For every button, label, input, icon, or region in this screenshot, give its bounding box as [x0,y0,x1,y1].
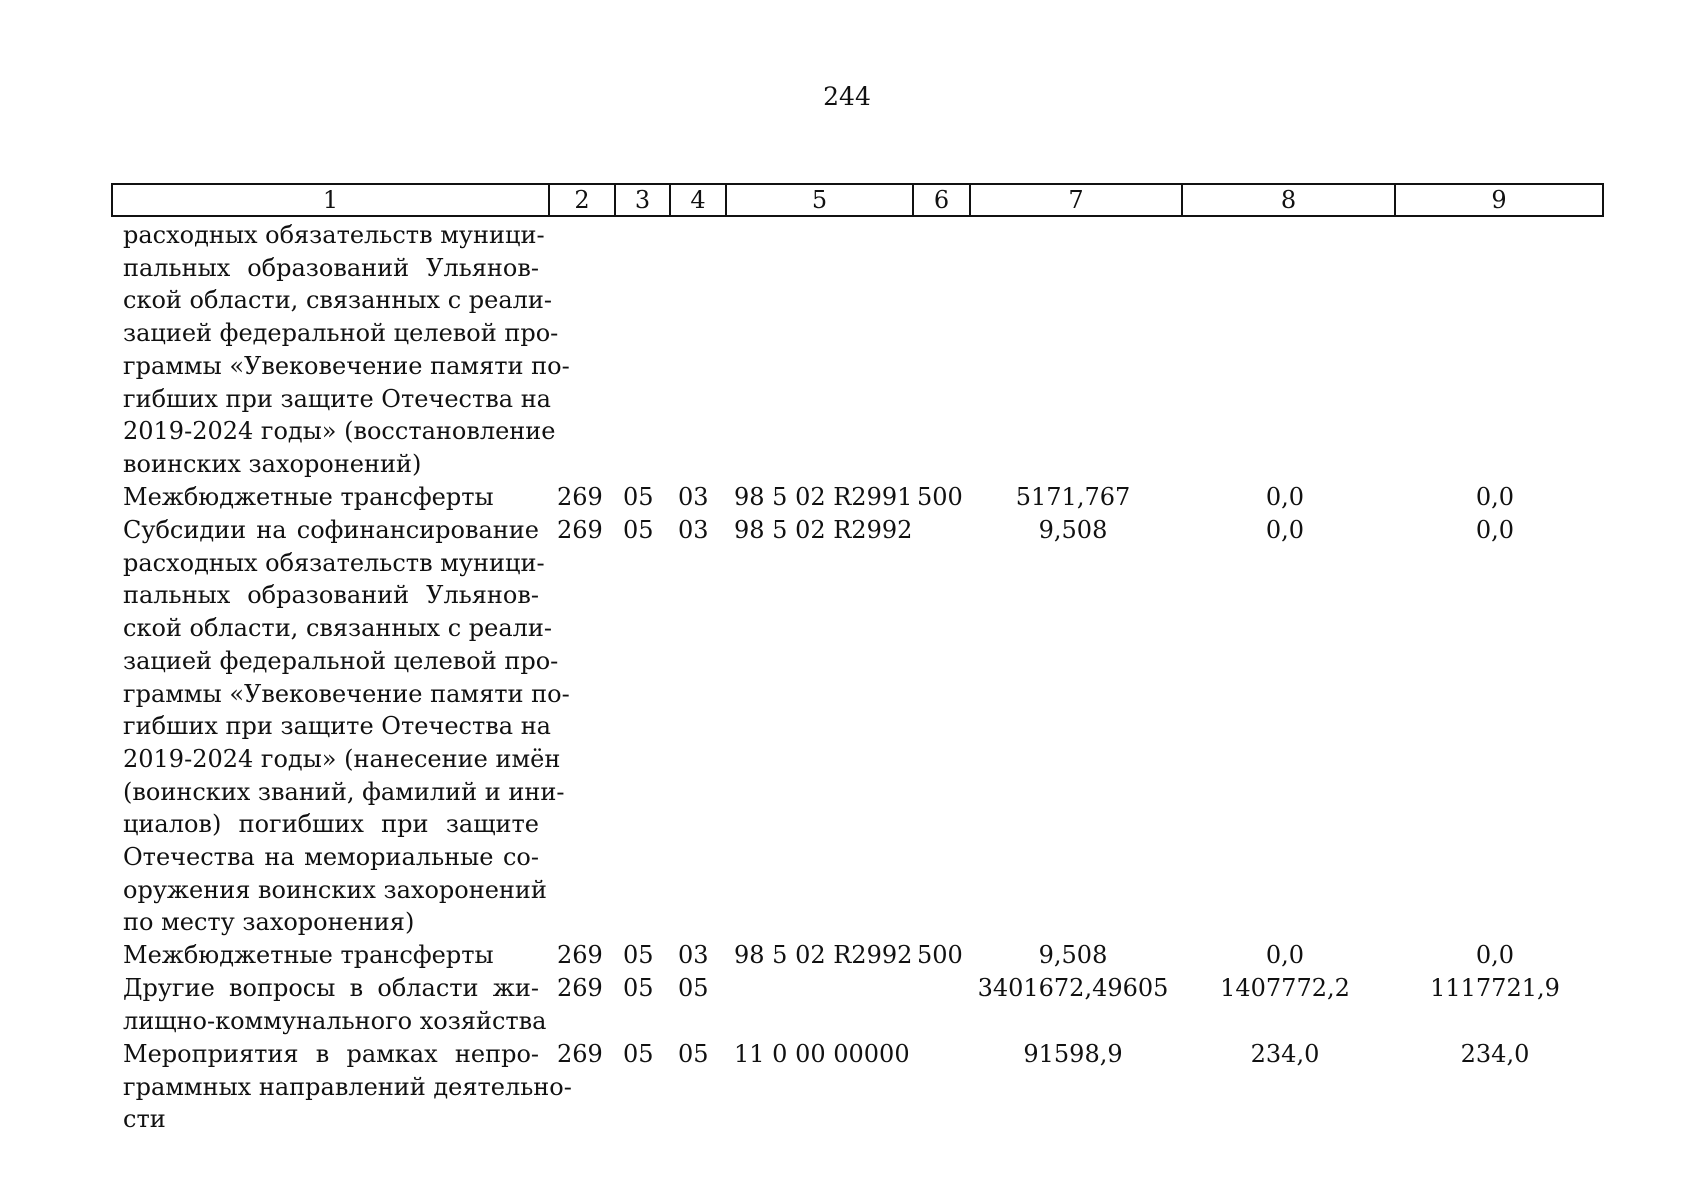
column-header-3: 3 [615,184,670,216]
description-line: граммных направлений деятельно- [123,1072,572,1101]
row-cell-5: 98 5 02 R2992 [734,941,913,969]
description-line: ской области, связанных с реали- [123,286,552,315]
description-line: пальных образований Ульянов- [123,253,539,282]
description-line: Мероприятия в рамках непро- [123,1040,539,1068]
column-header-7: 7 [970,184,1182,216]
row-cell-8: 0,0 [1265,483,1305,511]
description-line: (воинских званий, фамилий и ини- [123,777,565,806]
column-header-5: 5 [726,184,913,216]
row-cell-4: 03 [678,483,709,511]
row-cell-3: 05 [623,483,654,511]
column-header-6: 6 [913,184,970,216]
description-line: Отечества на мемориальные со- [123,843,539,872]
row-cell-3: 05 [623,516,654,544]
column-header-table [111,183,1604,217]
column-header-4: 4 [670,184,726,216]
column-header-1: 1 [112,184,549,216]
row-cell-5: 11 0 00 00000 [734,1040,910,1068]
row-cell-2: 269 [557,974,603,1002]
column-header-8: 8 [1182,184,1395,216]
row-cell-2: 269 [557,1040,603,1068]
description-line: Межбюджетные трансферты [123,483,494,511]
row-cell-9: 0,0 [1475,483,1515,511]
row-cell-4: 05 [678,974,709,1002]
row-description [123,481,539,514]
column-header-9: 9 [1395,184,1603,216]
description-line: расходных обязательств муници- [123,548,545,577]
row-cell-9: 1117721,9 [1430,974,1560,1002]
row-cell-7: 91598,9 [1023,1040,1123,1068]
row-cell-4: 03 [678,941,709,969]
row-description [123,514,570,939]
row-cell-4: 05 [678,1040,709,1068]
column-header-2: 2 [549,184,615,216]
row-cell-5: 98 5 02 R2992 [734,516,913,544]
row-cell-9: 0,0 [1475,516,1515,544]
description-line: циалов) погибших при защите [123,810,539,839]
row-cell-9: 0,0 [1475,941,1515,969]
description-line: сти [123,1105,166,1134]
row-cell-2: 269 [557,516,603,544]
description-line: граммы «Увековечение памяти по- [123,679,570,708]
description-line: граммы «Увековечение памяти по- [123,351,570,380]
row-cell-8: 0,0 [1265,516,1305,544]
row-cell-9: 234,0 [1460,1040,1530,1068]
row-cell-8: 234,0 [1250,1040,1320,1068]
description-line: зацией федеральной целевой про- [123,646,559,675]
page-number: 244 [823,82,871,111]
row-cell-5: 98 5 02 R2991 [734,483,913,511]
row-cell-7: 9,508 [1038,516,1108,544]
row-cell-3: 05 [623,974,654,1002]
description-line: Межбюджетные трансферты [123,941,494,969]
description-line: оружения воинских захоронений [123,875,547,904]
description-line: лищно-коммунального хозяйства [123,1006,547,1035]
row-cell-8: 0,0 [1265,941,1305,969]
row-cell-7: 3401672,49605 [977,974,1169,1002]
row-description [123,972,547,1037]
column-header-row [112,184,1603,216]
description-line: зацией федеральной целевой про- [123,319,559,348]
description-line: Другие вопросы в области жи- [123,974,539,1002]
description-line: 2019-2024 годы» (восстановление [123,417,556,446]
row-cell-7: 9,508 [1038,941,1108,969]
row-cell-2: 269 [557,941,603,969]
description-line: Субсидии на софинансирование [123,516,539,544]
row-description [123,1038,572,1136]
description-line: 2019-2024 годы» (нанесение имён [123,744,561,773]
row-description [123,939,539,972]
row-cell-8: 1407772,2 [1220,974,1350,1002]
row-cell-7: 5171,767 [1015,483,1131,511]
description-line: гибших при защите Отечества на [123,712,551,741]
description-line: воинских захоронений) [123,449,422,478]
description-line: гибших при защите Отечества на [123,384,551,413]
row-cell-6: 500 [917,941,963,969]
row-cell-3: 05 [623,941,654,969]
row-cell-2: 269 [557,483,603,511]
row-description [123,219,570,481]
description-line: ской области, связанных с реали- [123,614,552,643]
row-cell-4: 03 [678,516,709,544]
description-line: расходных обязательств муници- [123,221,545,249]
row-cell-3: 05 [623,1040,654,1068]
row-cell-6: 500 [917,483,963,511]
description-line: пальных образований Ульянов- [123,581,539,610]
description-line: по месту захоронения) [123,908,415,937]
